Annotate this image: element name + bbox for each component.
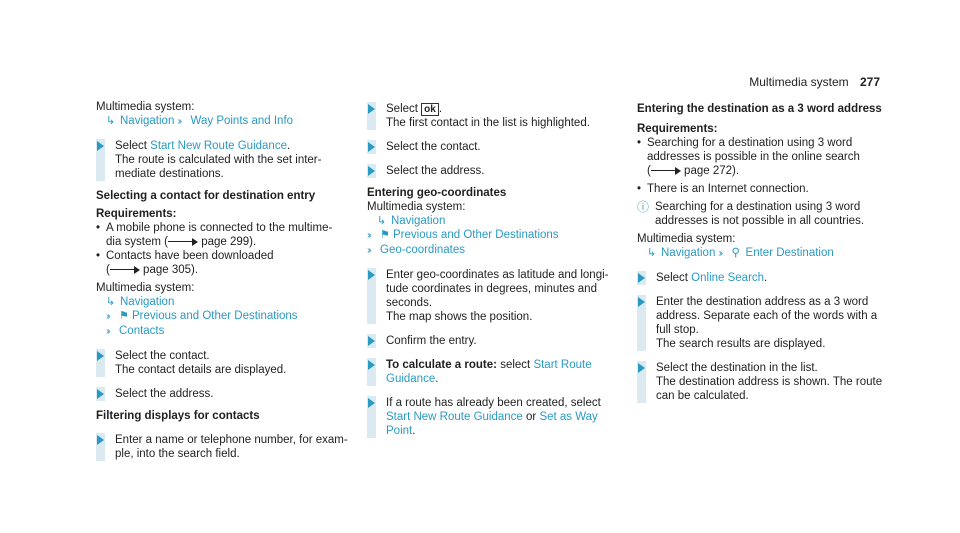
- column-2: [367, 100, 617, 438]
- step-text: The route is calculated with the set inter-: [115, 154, 322, 166]
- nav-path: [637, 246, 899, 261]
- step-arrow-icon: [97, 435, 104, 445]
- chevron-right-icon: ››: [367, 245, 370, 256]
- step-arrow-icon: [97, 141, 104, 151]
- ms-text: Multimedia system:: [367, 201, 466, 213]
- flag-icon: ⚑: [119, 310, 129, 322]
- step-text: or: [526, 411, 537, 423]
- step-text: select: [500, 359, 531, 371]
- bullet-item: • There is an Internet connection.: [637, 182, 899, 196]
- step-text: The map shows the position.: [386, 311, 533, 323]
- step-text: can be calculated.: [656, 390, 749, 402]
- section-heading: Entering the destination as a 3 word address: [637, 103, 882, 115]
- nav-link-navigation[interactable]: Navigation: [661, 247, 716, 259]
- link-point[interactable]: Point: [386, 425, 413, 437]
- step-arrow-icon: [368, 270, 375, 280]
- step-text: tude coordinates in degrees, minutes and: [386, 283, 597, 295]
- step-enter-geo: [367, 268, 617, 324]
- chevron-right-icon: ››: [106, 311, 109, 322]
- nav-link-geo-coordinates[interactable]: Geo-coordinates: [380, 244, 466, 256]
- nav-path: [367, 214, 617, 228]
- link-start-new-route[interactable]: Start New Route Guidance: [150, 140, 287, 152]
- nav-arrow-icon: ↳: [106, 296, 116, 308]
- step-select-contact: [96, 349, 356, 377]
- page-ref-arrow-icon: [110, 266, 140, 274]
- step-text: Select the contact.: [386, 141, 481, 153]
- ms-text: Multimedia system:: [96, 282, 195, 294]
- nav-path: [96, 295, 356, 309]
- step-online-search: Select Online Search.: [637, 271, 899, 285]
- step-start-guidance: Select Start New Route Guidance. The route is calculated with the set inter- mediate destinations.: [96, 139, 356, 181]
- step-text: The first contact in the list is highlighted.: [386, 117, 590, 129]
- step-text: Enter geo-coordinates as latitude and longi-: [386, 269, 609, 281]
- chevron-right-icon: ››: [106, 326, 109, 337]
- step-select-address: [367, 164, 617, 178]
- step-arrow-icon: [368, 142, 375, 152]
- link-set-as-way[interactable]: Set as Way: [539, 411, 598, 423]
- step-text: full stop.: [656, 324, 699, 336]
- step-arrow-icon: [368, 166, 375, 176]
- nav-link-previous-destinations[interactable]: Previous and Other Destinations: [393, 229, 559, 241]
- step-text: Enter a name or telephone number, for exam-: [115, 434, 348, 446]
- step-text: Select: [656, 272, 688, 284]
- step-text: address. Separate each of the words with a: [656, 310, 878, 322]
- page-ref-arrow-icon: [168, 238, 198, 246]
- nav-link-navigation[interactable]: Navigation: [120, 115, 175, 127]
- nav-path: [96, 324, 356, 339]
- ms-text: Multimedia system:: [637, 233, 736, 245]
- bullet-item: • Contacts have been downloaded ( page 305).: [96, 249, 356, 277]
- ok-button[interactable]: ok: [421, 103, 439, 116]
- column-3: [637, 100, 899, 403]
- note: [637, 200, 899, 228]
- step-select-destination: [637, 361, 899, 403]
- page-ref[interactable]: page 272).: [684, 165, 740, 177]
- nav-arrow-icon: ↳: [106, 115, 116, 127]
- step-text: Select the address.: [115, 388, 214, 400]
- nav-link-contacts[interactable]: Contacts: [119, 325, 165, 337]
- note-text: Searching for a destination using 3 word: [655, 201, 861, 213]
- step-arrow-icon: [368, 104, 375, 114]
- chevron-right-icon: ››: [718, 248, 722, 259]
- step-select-contact: [367, 140, 617, 154]
- chevron-right-icon: ››: [177, 116, 181, 127]
- step-text: The contact details are displayed.: [115, 364, 287, 376]
- step-text: Enter the destination address as a 3 word: [656, 296, 869, 308]
- info-icon: ⓘ: [637, 200, 650, 214]
- step-arrow-icon: [638, 273, 645, 283]
- page-ref[interactable]: page 299).: [201, 236, 257, 248]
- intro-text: Multimedia system:: [96, 101, 195, 113]
- section-heading: Entering geo-coordinates: [367, 187, 507, 199]
- column-1: [96, 100, 356, 461]
- step-existing-route: If a route has already been created, select Start New Route Guidance or Set as Way Point.: [367, 396, 617, 438]
- nav-path: [367, 243, 617, 258]
- nav-link-way-points[interactable]: Way Points and Info: [190, 115, 294, 127]
- requirements-label: Requirements:: [637, 123, 718, 135]
- step-confirm: [367, 334, 617, 348]
- step-text: mediate destinations.: [115, 168, 224, 180]
- section-heading: Filtering displays for contacts: [96, 410, 260, 422]
- step-arrow-icon: [368, 398, 375, 408]
- step-text: Select the contact.: [115, 350, 210, 362]
- nav-path: [96, 309, 356, 324]
- section-heading: Selecting a contact for destination entry: [96, 190, 316, 202]
- step-arrow-icon: [638, 297, 645, 307]
- step-text: If a route has already been created, select: [386, 397, 601, 409]
- page-number: 277: [859, 75, 880, 89]
- link-start-new-route[interactable]: Start New Route Guidance: [386, 411, 523, 423]
- step-text: The search results are displayed.: [656, 338, 826, 350]
- page-header: [749, 75, 880, 89]
- nav-arrow-icon: ↳: [647, 247, 657, 259]
- bullet-item: • A mobile phone is connected to the multime- dia system ( page 299).: [96, 221, 356, 249]
- bullet-text: A mobile phone is connected to the multime-: [106, 222, 333, 234]
- step-text: Select: [115, 140, 147, 152]
- flag-icon: ⚑: [380, 229, 390, 241]
- nav-path: [367, 228, 617, 243]
- step-enter-name: [96, 433, 356, 461]
- step-text: Select the destination in the list.: [656, 362, 818, 374]
- bullet-item: • Searching for a destination using 3 word addresses is possible in the online search ( page 272).: [637, 136, 899, 178]
- step-text: Select the address.: [386, 165, 485, 177]
- step-arrow-icon: [97, 389, 104, 399]
- step-arrow-icon: [638, 363, 645, 373]
- bullet-text: Searching for a destination using 3 word: [647, 137, 853, 149]
- nav-link-enter-destination[interactable]: Enter Destination: [745, 247, 834, 259]
- bullet-text: There is an Internet connection.: [647, 183, 809, 195]
- nav-link-navigation[interactable]: Navigation: [120, 296, 175, 308]
- nav-arrow-icon: ↳: [377, 215, 387, 227]
- step-text: Confirm the entry.: [386, 335, 477, 347]
- note-text: addresses is not possible in all countries.: [655, 215, 865, 227]
- step-text: seconds.: [386, 297, 433, 309]
- search-icon: ⚲: [731, 247, 740, 259]
- step-calculate-route: To calculate a route: select Start Route Guidance.: [367, 358, 617, 386]
- nav-link-navigation[interactable]: Navigation: [391, 215, 446, 227]
- chevron-right-icon: ››: [367, 230, 370, 241]
- step-bold-text: To calculate a route:: [386, 359, 497, 371]
- step-text: ple, into the search field.: [115, 448, 240, 460]
- page-ref-arrow-icon: [651, 167, 681, 175]
- link-online-search[interactable]: Online Search: [691, 272, 765, 284]
- step-text: The destination address is shown. The route: [656, 376, 883, 388]
- step-select-address: [96, 387, 356, 401]
- step-enter-address: [637, 295, 899, 351]
- page-ref[interactable]: page 305).: [143, 264, 199, 276]
- link-guidance[interactable]: Guidance: [386, 373, 436, 385]
- bullet-text: Contacts have been downloaded: [106, 250, 274, 262]
- step-text: Select: [386, 103, 418, 115]
- step-select-ok: Select ok . The first contact in the list is highlighted.: [367, 102, 617, 130]
- header-title: Multimedia system: [749, 75, 849, 89]
- requirements-label: Requirements:: [96, 208, 177, 220]
- nav-path: [96, 114, 356, 129]
- step-arrow-icon: [368, 360, 375, 370]
- bullet-text: addresses is possible in the online search: [647, 151, 860, 163]
- step-arrow-icon: [97, 351, 104, 361]
- nav-link-previous-destinations[interactable]: Previous and Other Destinations: [132, 310, 298, 322]
- step-arrow-icon: [368, 336, 375, 346]
- bullet-text: dia system (: [106, 236, 168, 248]
- link-start-route[interactable]: Start Route: [533, 359, 592, 371]
